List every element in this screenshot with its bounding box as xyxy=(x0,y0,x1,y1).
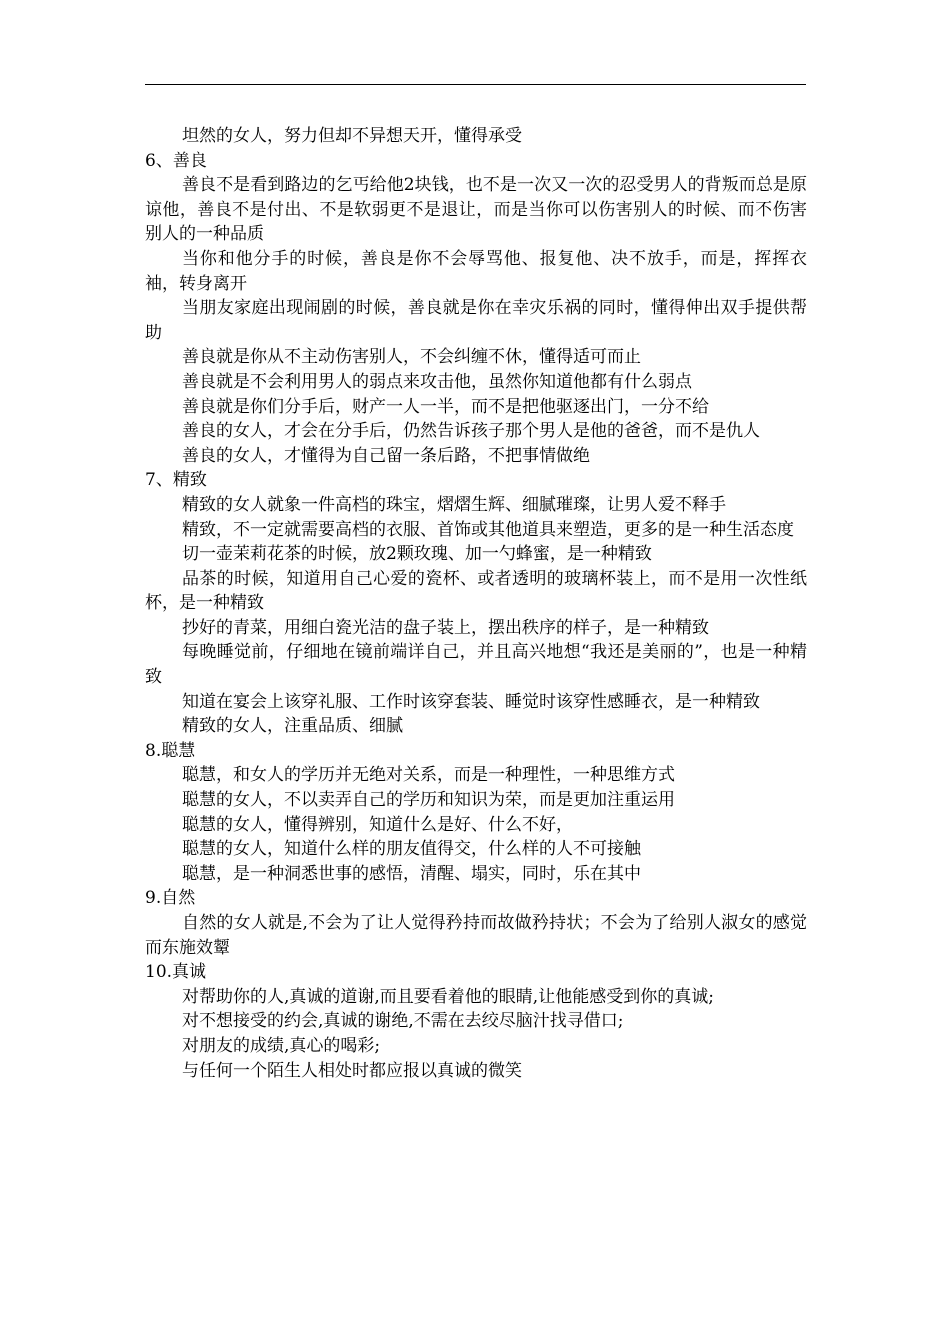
body-paragraph: 善良的女人，才会在分手后，仍然告诉孩子那个男人是他的爸爸，而不是仇人 xyxy=(182,421,760,442)
body-paragraph: 知道在宴会上该穿礼服、工作时该穿套装、睡觉时该穿性感睡衣，是一种精致 xyxy=(182,691,760,712)
body-paragraph: 抄好的青菜，用细白瓷光洁的盘子装上，摆出秩序的样子，是一种精致 xyxy=(182,617,709,638)
body-paragraph: 品茶的时候，知道用自己心爱的瓷杯、或者透明的玻璃杯装上，而不是用一次性纸杯，是一种精致 xyxy=(145,568,807,614)
document-body xyxy=(145,124,807,1083)
body-paragraph: 善良的女人，才懂得为自己留一条后路，不把事情做绝 xyxy=(182,445,590,466)
body-paragraph: 聪慧的女人，懂得辨别，知道什么是好、什么不好， xyxy=(182,814,573,835)
body-paragraph: 自然的女人就是,不会为了让人觉得矜持而故做矜持状；不会为了给别人淑女的感觉而东施效颦 xyxy=(145,913,807,958)
section-heading: 6、善良 xyxy=(145,150,207,171)
section-heading: 8.聪慧 xyxy=(145,740,196,761)
body-paragraph: 当你和他分手的时候，善良是你不会辱骂他、报复他、决不放手，而是，挥挥衣袖，转身离开 xyxy=(145,248,807,294)
body-paragraph: 每晚睡觉前，仔细地在镜前端详自己，并且高兴地想“我还是美丽的”，也是一种精致 xyxy=(145,642,807,688)
body-paragraph: 聪慧，是一种洞悉世事的感悟，清醒、塌实，同时，乐在其中 xyxy=(182,863,641,884)
section-heading: 9.自然 xyxy=(145,888,196,909)
body-paragraph: 精致的女人，注重品质、细腻 xyxy=(182,716,403,737)
section-heading: 7、精致 xyxy=(145,470,207,491)
body-paragraph: 精致，不一定就需要高档的衣服、首饰或其他道具来塑造，更多的是一种生活态度 xyxy=(182,519,794,540)
body-paragraph: 善良不是看到路边的乞丐给他2块钱，也不是一次又一次的忍受男人的背叛而总是原谅他，善良不是付出、不是软弱更不是退让，而是当你可以伤害别人的时候、而不伤害别人的一种品质 xyxy=(145,175,807,245)
body-paragraph: 当朋友家庭出现闹剧的时候，善良就是你在幸灾乐祸的同时，懂得伸出双手提供帮助 xyxy=(145,298,807,343)
body-paragraph: 聪慧的女人，知道什么样的朋友值得交，什么样的人不可接触 xyxy=(182,839,641,860)
body-paragraph: 坦然的女人，努力但却不异想天开，懂得承受 xyxy=(182,126,522,146)
body-paragraph: 善良就是不会利用男人的弱点来攻击他，虽然你知道他都有什么弱点 xyxy=(182,371,692,392)
body-paragraph: 精致的女人就象一件高档的珠宝，熠熠生辉、细腻璀璨，让男人爱不释手 xyxy=(182,494,726,515)
header-rule xyxy=(145,84,806,85)
body-paragraph: 善良就是你从不主动伤害别人，不会纠缠不休，懂得适可而止 xyxy=(182,347,641,368)
body-paragraph: 聪慧，和女人的学历并无绝对关系，而是一种理性，一种思维方式 xyxy=(182,765,675,786)
body-paragraph: 善良就是你们分手后，财产一人一半，而不是把他驱逐出门，一分不给 xyxy=(182,396,709,417)
body-paragraph: 与任何一个陌生人相处时都应报以真诚的微笑 xyxy=(182,1060,522,1081)
section-heading: 10.真诚 xyxy=(145,962,207,983)
body-paragraph: 聪慧的女人，不以卖弄自己的学历和知识为荣，而是更加注重运用 xyxy=(182,790,675,811)
body-paragraph: 对朋友的成绩,真心的喝彩; xyxy=(182,1035,381,1056)
body-paragraph: 切一壶茉莉花茶的时候，放2颗玫瑰、加一勺蜂蜜，是一种精致 xyxy=(182,544,652,565)
body-paragraph: 对帮助你的人,真诚的道谢,而且要看着他的眼睛,让他能感受到你的真诚; xyxy=(182,986,714,1007)
body-paragraph: 对不想接受的约会,真诚的谢绝,不需在去绞尽脑汁找寻借口; xyxy=(182,1011,624,1032)
